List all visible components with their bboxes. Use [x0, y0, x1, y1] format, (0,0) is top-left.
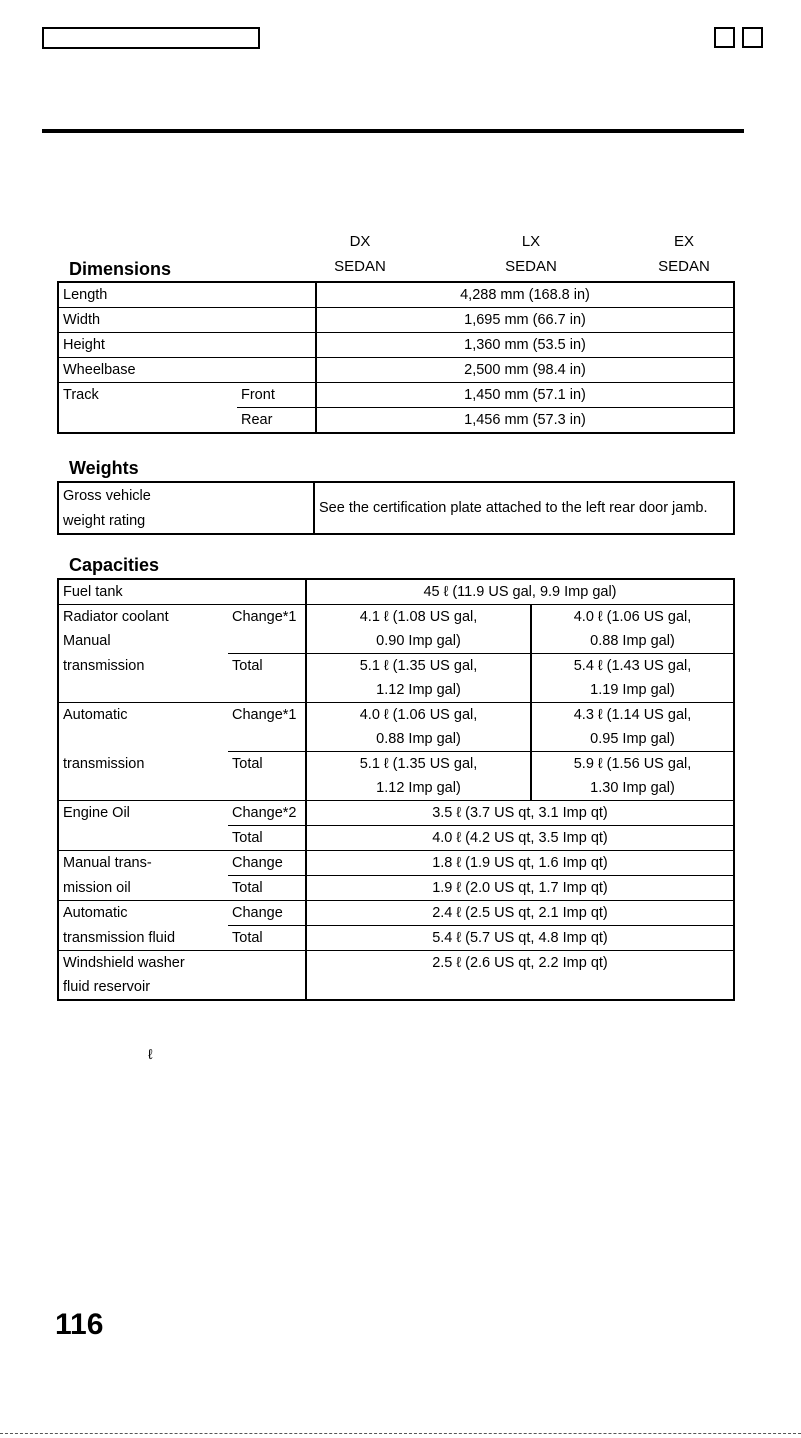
header-box: [42, 27, 260, 49]
row-sublabel: Change: [228, 851, 306, 876]
table-row: [58, 876, 734, 901]
row-value: 5.9 ℓ (1.56 US gal,: [531, 752, 734, 777]
table-row: [58, 703, 734, 728]
table-row: [58, 776, 734, 801]
header-rule: [42, 129, 744, 133]
row-label: weight rating: [63, 512, 146, 529]
table-row: [58, 654, 734, 679]
row-sublabel: Total: [232, 756, 263, 772]
row-sublabel: Change*1: [232, 609, 297, 625]
row-sublabel: Total: [228, 876, 306, 901]
table-row: [58, 801, 734, 826]
page-number: 116: [55, 1308, 104, 1341]
row-label: Track: [63, 387, 99, 404]
cell-empty: [228, 776, 306, 801]
table-row: [58, 408, 734, 434]
row-value: 4.0 ℓ (1.06 US gal,: [306, 703, 531, 728]
dimensions-table: [57, 281, 735, 434]
cell-empty: [58, 678, 228, 703]
col-dx-body: SEDAN: [334, 258, 386, 275]
row-value: 1.12 Imp gal): [306, 678, 531, 703]
col-lx-model: LX: [521, 233, 541, 250]
table-row: [58, 975, 734, 1000]
row-label: Engine Oil: [63, 805, 130, 822]
cell-empty: [228, 629, 306, 654]
table-row: [58, 826, 734, 851]
table-row: [58, 333, 734, 358]
row-label: fluid reservoir: [63, 979, 151, 995]
row-value: 4,288 mm (168.8 in): [316, 282, 734, 308]
row-value: 0.88 Imp gal): [306, 727, 531, 752]
table-row: [58, 308, 734, 333]
row-label: transmission fluid: [58, 926, 228, 951]
row-label: Fuel tank: [58, 579, 306, 605]
dimensions-title: Dimensions: [69, 259, 172, 279]
row-value: 1,360 mm (53.5 in): [316, 333, 734, 358]
row-sublabel: Change*2: [228, 801, 306, 826]
row-sublabel: Front: [237, 383, 316, 408]
table-row: [58, 579, 734, 605]
corner-square-icon: [714, 27, 735, 48]
cell-empty: [58, 776, 228, 801]
row-label: Width: [58, 308, 316, 333]
row-label: Gross vehicle: [63, 487, 151, 504]
row-label: Automatic: [63, 905, 128, 922]
table-row: [58, 951, 734, 976]
footnote-symbol: ℓ: [148, 1046, 153, 1062]
row-value: 0.88 Imp gal): [531, 629, 734, 654]
row-value: 2.4 ℓ (2.5 US qt, 2.1 Imp qt): [306, 901, 734, 926]
row-label: transmission: [63, 755, 145, 772]
row-label: Windshield washer: [63, 955, 185, 971]
table-row: [58, 629, 734, 654]
weights-table: [57, 481, 735, 535]
row-sublabel: Total: [228, 926, 306, 951]
row-sublabel: Total: [228, 826, 306, 851]
row-label: Height: [58, 333, 316, 358]
table-row: [58, 901, 734, 926]
row-value: 1.9 ℓ (2.0 US qt, 1.7 Imp qt): [306, 876, 734, 901]
weights-title: Weights: [69, 458, 139, 478]
table-row: [58, 482, 734, 508]
row-label: Length: [58, 282, 316, 308]
col-ex-body: SEDAN: [658, 258, 710, 275]
col-lx-body: SEDAN: [505, 258, 557, 275]
row-label: Radiator coolant: [63, 609, 169, 625]
col-dx-model: DX: [349, 233, 371, 250]
table-row: [58, 727, 734, 752]
row-value: 5.4 ℓ (1.43 US gal,: [531, 654, 734, 679]
row-sublabel: Rear: [241, 412, 273, 428]
row-value: 1,456 mm (57.3 in): [316, 408, 734, 434]
row-value: 4.0 ℓ (4.2 US qt, 3.5 Imp qt): [306, 826, 734, 851]
cell-empty: [228, 678, 306, 703]
row-value: 0.90 Imp gal): [306, 629, 531, 654]
row-label: Manual trans-: [63, 855, 152, 872]
row-sublabel: Total: [232, 658, 263, 674]
row-label: Manual: [63, 633, 111, 650]
row-value: 1.12 Imp gal): [306, 776, 531, 801]
table-row: [58, 678, 734, 703]
row-value: 1,450 mm (57.1 in): [316, 383, 734, 408]
table-row: [58, 605, 734, 630]
corner-square-icon: [742, 27, 763, 48]
row-value: 4.3 ℓ (1.14 US gal,: [531, 703, 734, 728]
capacities-table: [57, 578, 735, 1001]
row-label: mission oil: [58, 876, 228, 901]
row-value: 5.1 ℓ (1.35 US gal,: [306, 752, 531, 777]
cell-empty: [306, 975, 734, 1000]
row-label: [58, 408, 237, 434]
row-value: 4.1 ℓ (1.08 US gal,: [306, 605, 531, 630]
row-value: 0.95 Imp gal): [531, 727, 734, 752]
col-ex-model: EX: [673, 233, 694, 250]
row-value: 2.5 ℓ (2.6 US qt, 2.2 Imp qt): [306, 951, 734, 976]
row-value: 4.0 ℓ (1.06 US gal,: [531, 605, 734, 630]
row-value: 2,500 mm (98.4 in): [316, 358, 734, 383]
table-row: [58, 282, 734, 308]
row-sublabel: Change*1: [232, 707, 297, 723]
table-row: [58, 752, 734, 777]
cell-empty: [58, 826, 228, 851]
row-value: 1.30 Imp gal): [531, 776, 734, 801]
row-label: Automatic: [63, 707, 128, 723]
row-value: 3.5 ℓ (3.7 US qt, 3.1 Imp qt): [306, 801, 734, 826]
capacities-title: Capacities: [69, 555, 160, 575]
row-label: transmission: [63, 657, 145, 674]
row-value: 1.19 Imp gal): [531, 678, 734, 703]
row-value: 45 ℓ (11.9 US gal, 9.9 Imp gal): [306, 579, 734, 605]
row-sublabel: Change: [228, 901, 306, 926]
row-value: 1,695 mm (66.7 in): [316, 308, 734, 333]
row-value: 1.8 ℓ (1.9 US qt, 1.6 Imp qt): [306, 851, 734, 876]
row-label: Wheelbase: [58, 358, 316, 383]
row-value: 5.4 ℓ (5.7 US qt, 4.8 Imp qt): [306, 926, 734, 951]
cell-empty: [58, 727, 228, 752]
table-row: [58, 926, 734, 951]
row-value: See the certification plate attached to the left rear door jamb.: [314, 482, 734, 534]
table-row: [58, 383, 734, 408]
table-row: [58, 358, 734, 383]
cell-empty: [228, 727, 306, 752]
page-bottom-border: [0, 1433, 801, 1434]
table-row: [58, 851, 734, 876]
row-value: 5.1 ℓ (1.35 US gal,: [306, 654, 531, 679]
